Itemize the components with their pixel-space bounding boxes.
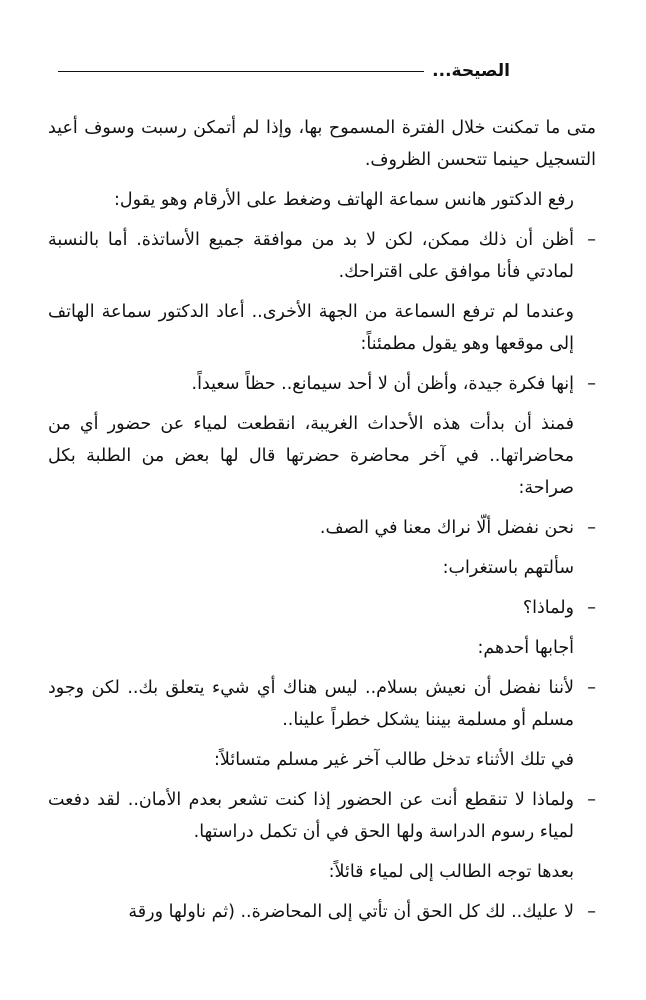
running-header xyxy=(58,58,510,84)
paragraph xyxy=(48,552,596,584)
paragraph-text: فمنذ أن بدأت هذه الأحداث الغريبة، انقطعت لمياء عن حضور أي من محاضراتها.. في آخر محاضرة حضرتها قال لها بعض من الطلبة بكل صراحة: xyxy=(48,414,574,498)
paragraph-text: رفع الدكتور هانس سماعة الهاتف وضغط على الأرقام وهو يقول: xyxy=(113,190,574,210)
dialogue-dash: – xyxy=(587,518,596,538)
header-rule xyxy=(58,71,424,72)
header-title: الصيحة... xyxy=(432,61,510,81)
paragraph-text: وعندما لم ترفع السماعة من الجهة الأخرى.. أعاد الدكتور سماعة الهاتف إلى موقعها وهو يقول مطمئناً: xyxy=(48,302,574,354)
dialogue-line xyxy=(48,896,596,928)
paragraph-text: في تلك الأثناء تدخل طالب آخر غير مسلم متسائلاً: xyxy=(214,750,574,770)
dialogue-text: لأننا نفضل أن نعيش بسلام.. ليس هناك أي شيء يتعلق بك.. لكن وجود مسلم أو مسلمة بيننا يشكل خطراً علينا.. xyxy=(48,678,574,730)
dialogue-line xyxy=(48,784,596,848)
paragraph xyxy=(48,296,596,360)
dialogue-dash: – xyxy=(587,902,596,922)
dialogue-dash: – xyxy=(587,374,596,394)
paragraph-text: سألتهم باستغراب: xyxy=(442,558,574,578)
paragraph xyxy=(48,408,596,504)
dialogue-line xyxy=(48,592,596,624)
paragraph xyxy=(48,112,596,176)
paragraph-text: متى ما تمكنت خلال الفترة المسموح بها، وإذا لم أتمكن رسبت وسوف أعيد التسجيل حينما تتحسن الظروف. xyxy=(48,118,596,170)
dialogue-dash: – xyxy=(587,790,596,810)
paragraph xyxy=(48,632,596,664)
dialogue-text: ولماذا لا تنقطع أنت عن الحضور إذا كنت تشعر بعدم الأمان.. لقد دفعت لمياء رسوم الدراسة ولها الحق في أن تكمل دراستها. xyxy=(48,790,574,842)
dialogue-line xyxy=(48,512,596,544)
body-text xyxy=(48,112,596,936)
paragraph xyxy=(48,744,596,776)
paragraph xyxy=(48,856,596,888)
dialogue-text: ولماذا؟ xyxy=(522,598,574,618)
dialogue-line xyxy=(48,368,596,400)
dialogue-text: لا عليك.. لك كل الحق أن تأتي إلى المحاضرة.. (ثم ناولها ورقة xyxy=(128,902,574,922)
paragraph-text: بعدها توجه الطالب إلى لمياء قائلاً: xyxy=(328,862,574,882)
dialogue-line xyxy=(48,224,596,288)
dialogue-text: أظن أن ذلك ممكن، لكن لا بد من موافقة جميع الأساتذة. أما بالنسبة لمادتي فأنا موافق على اقتراحك. xyxy=(48,230,574,282)
dialogue-dash: – xyxy=(587,678,596,698)
paragraph xyxy=(48,184,596,216)
dialogue-text: إنها فكرة جيدة، وأظن أن لا أحد سيمانع.. حظاً سعيداً. xyxy=(191,374,574,394)
dialogue-dash: – xyxy=(587,230,596,250)
dialogue-line xyxy=(48,672,596,736)
dialogue-text: نحن نفضل ألّا نراك معنا في الصف. xyxy=(319,518,574,538)
dialogue-dash: – xyxy=(587,598,596,618)
paragraph-text: أجابها أحدهم: xyxy=(477,638,574,658)
